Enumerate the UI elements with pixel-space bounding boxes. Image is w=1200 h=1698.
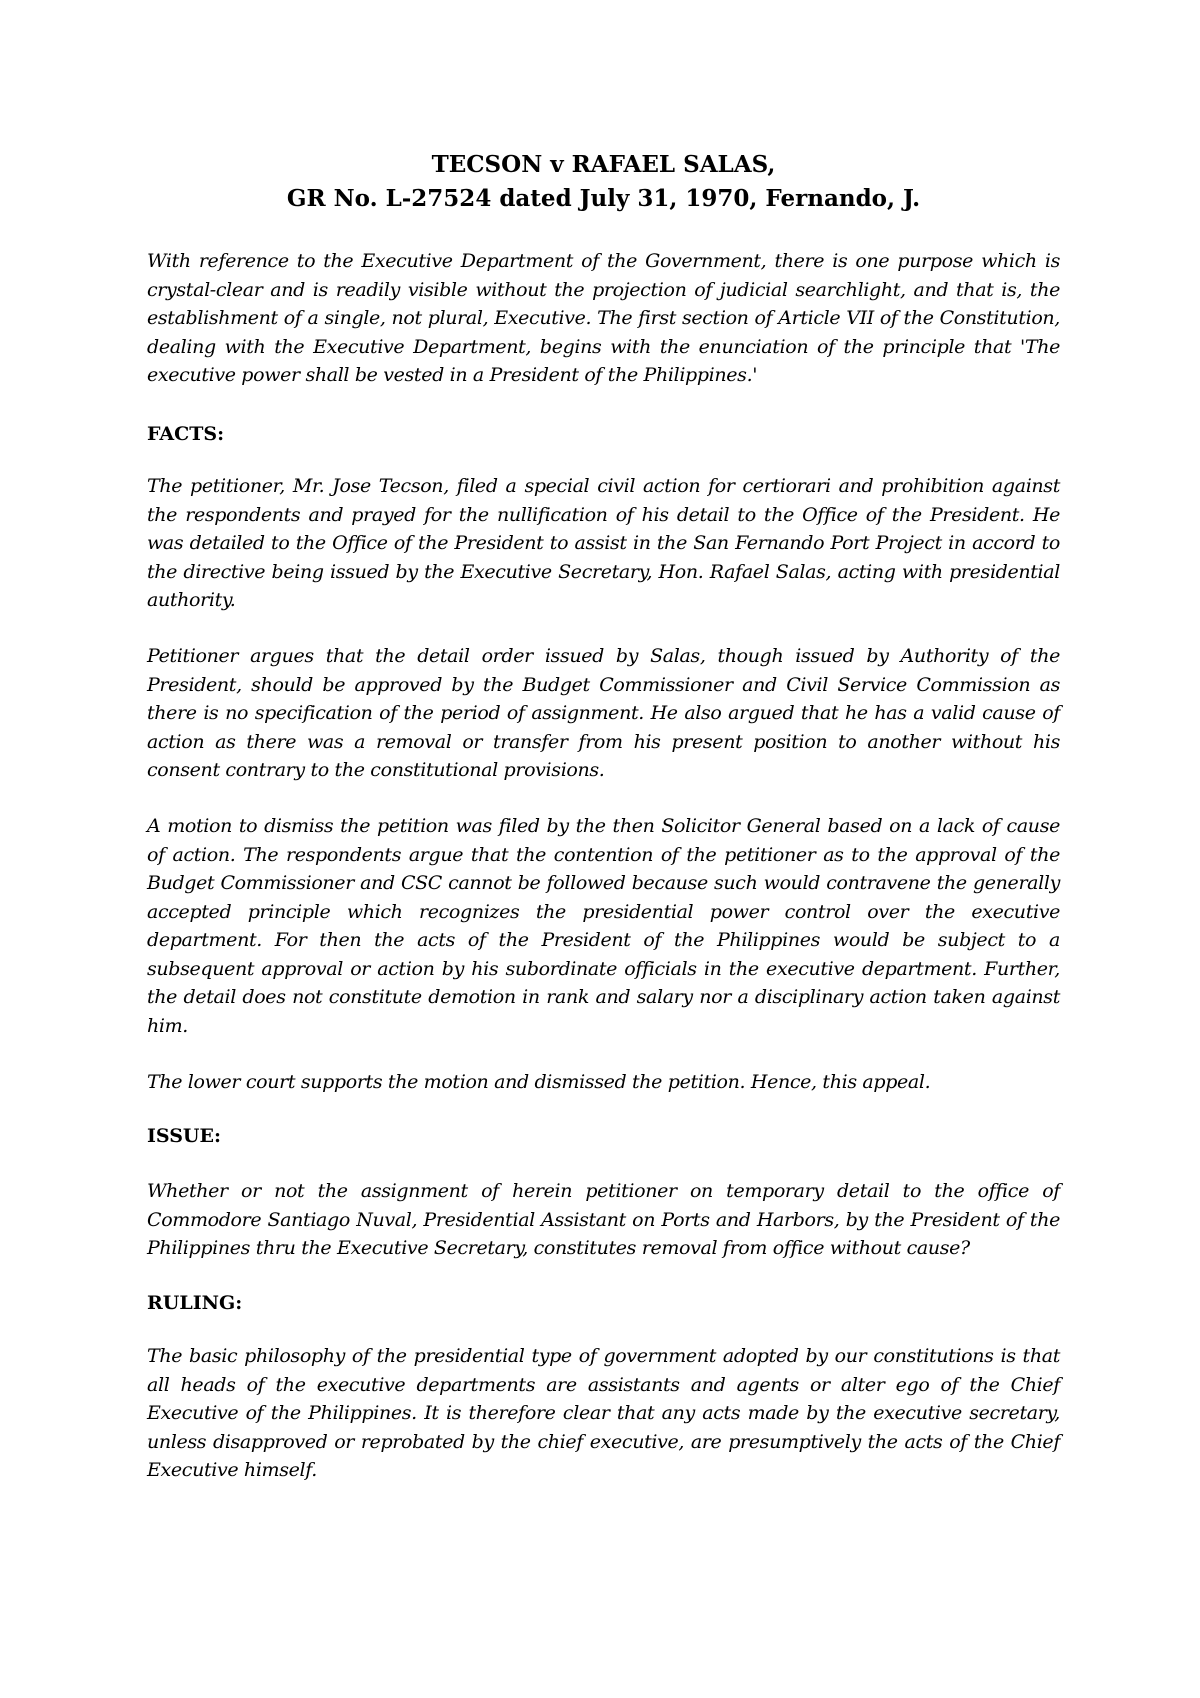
facts-paragraph: Petitioner argues that the detail order issued by Salas, though issued by Authority of the President, should be approved by the Budget Commissioner and Civil Service Commission as there is no specification of the period of assignment. He also argued that he has a valid cause of action as there was a removal or transfer from his present position to another without his consent contrary to the constitutional provisions. xyxy=(147,644,1060,782)
ruling-heading: RULING: xyxy=(147,1292,243,1315)
issue-paragraph: Whether or not the assignment of herein petitioner on temporary detail to the office of Commodore Santiago Nuval, Presidential Assistant on Ports and Harbors, by the President of the Philippines thru the Executive Secretary, constitutes removal from office without cause? xyxy=(147,1180,1060,1260)
title-line-case-name: TECSON v RAFAEL SALAS, xyxy=(431,151,776,178)
facts-heading: FACTS: xyxy=(147,422,225,445)
issue-heading: ISSUE: xyxy=(147,1125,221,1148)
document-page xyxy=(147,148,1060,1485)
ruling-paragraph: The basic philosophy of the presidential type of government adopted by our constitutions is that all heads of the executive departments are assistants and agents or alter ego of the Chief Executive of the Philippines. It is therefore clear that any acts made by the executive secretary, unless disapproved or reprobated by the chief executive, are presumptively the acts of the Chief Executive himself. xyxy=(147,1345,1060,1482)
intro-paragraph: With reference to the Executive Department of the Government, there is one purpose which is crystal-clear and is readily visible without the projection of judicial searchlight, and that is, the establishment of a single, not plural, Executive. The first section of Article VII of the Constitution, dealing with the Executive Department, begins with the enunciation of the principle that 'The executive power shall be vested in a President of the Philippines.' xyxy=(147,250,1060,387)
title-line-citation: GR No. L-27524 dated July 31, 1970, Fernando, J. xyxy=(286,185,921,212)
document-title xyxy=(147,148,1060,216)
facts-paragraph: The petitioner, Mr. Jose Tecson, filed a special civil action for certiorari and prohibition against the respondents and prayed for the nullification of his detail to the Office of the President. He was detailed to the Office of the President to assist in the San Fernando Port Project in accord to the directive being issued by the Executive Secretary, Hon. Rafael Salas, acting with presidential authority. xyxy=(147,474,1060,612)
facts-paragraph: The lower court supports the motion and dismissed the petition. Hence, this appeal. xyxy=(147,1070,931,1093)
facts-paragraph: A motion to dismiss the petition was filed by the then Solicitor General based on a lack of cause of action. The respondents argue that the contention of the petitioner as to the approval of the Budget Commissioner and CSC cannot be followed because such would contravene the generally accepted principle which recognizes the presidential power control over the executive department. For then the acts of the President of the Philippines would be subject to a subsequent approval or action by his subordinate officials in the executive department. Further, the detail does not constitute demotion in rank and salary nor a disciplinary action taken against him. xyxy=(147,814,1060,1038)
